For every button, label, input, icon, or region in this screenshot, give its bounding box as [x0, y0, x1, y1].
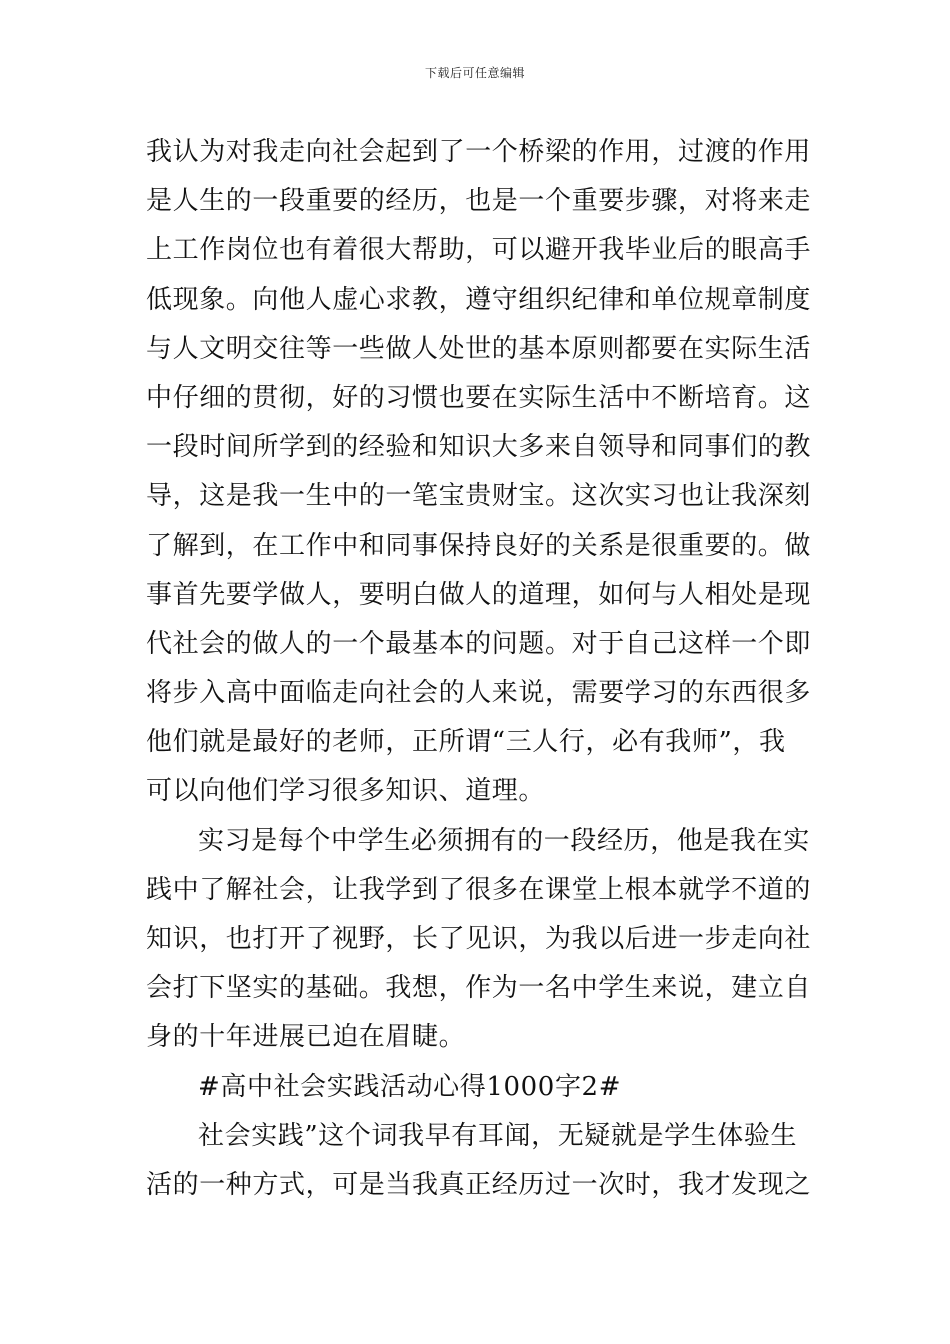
text-line: 导，这是我一生中的一笔宝贵财宝。这次实习也让我深刻: [146, 481, 812, 512]
text-line: 事首先要学做人，要明白做人的道理，如何与人相处是现: [146, 579, 812, 610]
text-line: 一段时间所学到的经验和知识大多来自领导和同事们的教: [146, 432, 812, 463]
text-line: 践中了解社会，让我学到了很多在课堂上根本就学不道的: [146, 874, 812, 905]
text-line: 低现象。向他人虚心求教，遵守组织纪律和单位规章制度: [146, 284, 812, 315]
text-line: 我认为对我走向社会起到了一个桥梁的作用，过渡的作用: [146, 137, 812, 167]
text-line: 活的一种方式，可是当我真正经历过一次时，我才发现之: [146, 1169, 812, 1200]
text-line: 可以向他们学习很多知识、道理。: [146, 776, 546, 807]
text-line: 会打下坚实的基础。我想，作为一名中学生来说，建立自: [146, 973, 812, 1004]
paragraph-start-line: 实习是每个中学生必须拥有的一段经历，他是我在实: [198, 825, 810, 856]
paragraph-start-line: 社会实践”这个词我早有耳闻，无疑就是学生体验生: [198, 1120, 798, 1151]
text-line: 他们就是最好的老师，正所谓“三人行，必有我师”，我: [146, 727, 786, 758]
text-line: 是人生的一段重要的经历，也是一个重要步骤，对将来走: [146, 186, 812, 217]
text-line: 中仔细的贯彻，好的习惯也要在实际生活中不断培育。这: [146, 382, 812, 413]
page-header: 下载后可任意编辑: [424, 66, 525, 80]
document-body: [146, 128, 812, 1210]
text-line: 知识，也打开了视野，长了见识，为我以后进一步走向社: [146, 924, 812, 954]
text-line: 代社会的做人的一个最基本的问题。对于自己这样一个即: [146, 628, 812, 659]
text-line: 了解到，在工作中和同事保持良好的关系是很重要的。做: [146, 530, 812, 561]
text-line: 将步入高中面临走向社会的人来说，需要学习的东西很多: [146, 678, 812, 709]
section-heading: #高中社会实践活动心得1000字2#: [198, 1071, 622, 1102]
text-line: 与人文明交往等一些做人处世的基本原则都要在实际生活: [146, 333, 812, 364]
text-line: 身的十年进展已迫在眉睫。: [146, 1022, 466, 1053]
text-line: 上工作岗位也有着很大帮助，可以避开我毕业后的眼高手: [146, 235, 812, 266]
